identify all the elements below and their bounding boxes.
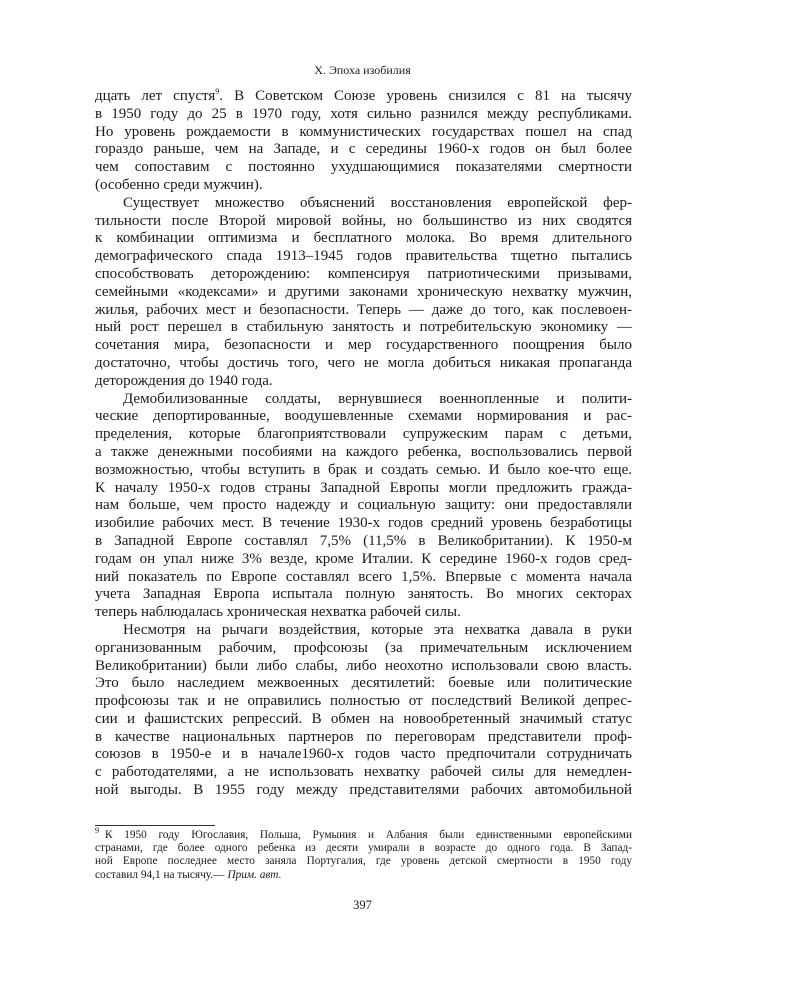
footnote-line: [95, 869, 632, 882]
paragraph: [95, 195, 632, 391]
paragraph: [95, 391, 632, 622]
paragraph: [95, 88, 632, 195]
text-line: сочетания мира, безопасности и мер государственного поощрения было: [95, 337, 632, 354]
text-line: гораздо раньше, чем на Западе, и с середины 1960-х годов он был более: [95, 141, 632, 158]
text-line: достаточно, чтобы достичь того, чего не могла добиться никакая пропаганда: [95, 354, 632, 371]
text-line: Несмотря на рычаги воздействия, которые эта нехватка давала в руки: [123, 621, 632, 638]
text-segment: . В Советском Союзе уровень снизился с 81 на тысячу: [219, 88, 633, 104]
text-line: ной выгоды. В 1955 году между представителями рабочих автомобильной: [95, 782, 632, 799]
text-line: чем сопоставим с постоянно ухудшающимися показателями смертности: [95, 159, 632, 176]
footnote-reference[interactable]: 9: [215, 87, 220, 96]
text-line: Великобритании) были либо слабы, либо неохотно использовали свою власть.: [95, 657, 632, 674]
text-line: нам больше, чем просто надежду и социальную защиту: они предоставляли: [95, 497, 632, 514]
text-line: теперь наблюдалась хроническая нехватка рабочей силы.: [95, 604, 461, 621]
text-line: Демобилизованные солдаты, вернувшиеся военнопленные и полити-: [123, 390, 632, 407]
text-line: жилья, рабочих мест и безопасности. Теперь — даже до того, как послевоен-: [95, 301, 632, 318]
footnote-line: ной Европе последнее место заняла Португалия, где уровень детской смертности в 1950 году: [95, 855, 632, 868]
text-line: тильности после Второй мировой войны, но большинство из них сводятся: [95, 212, 632, 229]
author-note: Прим. авт.: [227, 868, 282, 881]
text-line: [95, 88, 632, 106]
text-line: в 1950 году до 25 в 1970 году, хотя сильно разнился между республиками.: [95, 105, 632, 122]
footnote-line: [95, 826, 632, 842]
text-line: союзов в 1950-е и в начале1960-х годов часто предпочитали сотрудничать: [95, 746, 632, 763]
text-segment: К 1950 году Югославия, Польша, Румыния и Албания были единственными европейскими: [105, 829, 632, 841]
text-line: профсоюзы так и не оправились полностью от последствий Великой депрес-: [95, 693, 632, 710]
text-line: сии и фашистских репрессий. В обмен на новообретенный значимый статус: [95, 710, 632, 727]
text-line: демографического спада 1913–1945 годов правительства тщетно пытались: [95, 248, 632, 265]
text-line: способствовать деторождению: компенсируя патриотическими призывами,: [95, 265, 632, 282]
body-text: [95, 88, 632, 800]
paragraph: [95, 622, 632, 800]
text-segment: составил 94,1 на тысячу.—: [95, 868, 225, 881]
text-line: к комбинации оптимизма и бесплатного молока. Во время длительного: [95, 230, 632, 247]
text-line: годам он упал ниже 3% везде, кроме Италии. К середине 1960-х годов сред-: [95, 550, 632, 567]
text-line: (особенно среди мужчин).: [95, 176, 263, 193]
text-line: организованным рабочим, профсоюзы (за примечательным исключением: [95, 639, 632, 656]
text-segment: дцать лет спустя: [95, 88, 216, 104]
text-line: ческие депортированные, воодушевленные схемами нормирования и рас-: [95, 408, 632, 425]
text-line: учета Западная Европа испытала полную занятость. Во многих секторах: [95, 586, 632, 603]
text-line: ний показатель по Европе составлял всего 1,5%. Впервые с момента начала: [95, 568, 632, 585]
text-line: Существует множество объяснений восстановления европейской фер-: [123, 194, 632, 211]
text-line: в качестве национальных партнеров по переговорам представители проф-: [95, 728, 632, 745]
text-line: К началу 1950-х годов страны Западной Европы могли предложить гражда-: [95, 479, 632, 496]
text-line: а также денежными пособиями на каждого ребенка, воспользовались первой: [95, 443, 632, 460]
footnote-line: странами, где более одного ребенка из десяти умирали в возрасте до одного года. В Запад-: [95, 842, 632, 855]
text-line: Но уровень рождаемости в коммунистических государствах пошел на спад: [95, 123, 632, 140]
text-line: деторождения до 1940 года.: [95, 372, 273, 389]
running-head: X. Эпоха изобилия: [314, 63, 411, 77]
text-line: Это было наследием межвоенных десятилетий: боевые или политические: [95, 675, 632, 692]
footnote-marker: 9: [95, 826, 99, 836]
text-line: с работодателями, а не использовать нехватку рабочей силы для немедлен-: [95, 764, 632, 781]
text-line: семейными «кодексами» и другими законами хроническую нехватку мужчин,: [95, 283, 632, 300]
text-line: изобилие рабочих мест. В течение 1930-х годов средний уровень безработицы: [95, 515, 632, 532]
footnote-divider: [95, 825, 215, 826]
text-line: возможностью, чтобы вступить в брак и создать семью. И было кое-что еще.: [95, 461, 632, 478]
page-number: 397: [353, 898, 372, 912]
text-line: ный рост перешел в стабильную занятость и потребительскую экономику —: [95, 319, 632, 336]
text-line: пределения, которые благоприятствовали супружеским парам с детьми,: [95, 426, 632, 443]
text-line: в Западной Европе составлял 7,5% (11,5% в Великобритании). К 1950-м: [95, 532, 632, 549]
footnote: [95, 826, 632, 882]
